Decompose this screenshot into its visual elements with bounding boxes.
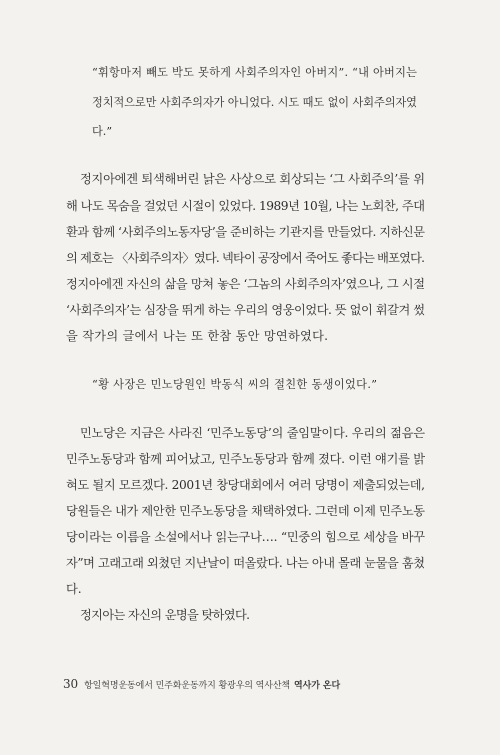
paragraph-2-line-1: 민노당은 지금은 사라진 ‘민주노동당’의 줄임말이다. 우리의 젊음은 [80, 426, 425, 440]
page-number: 30 [63, 677, 79, 691]
paragraph-2-line-4: 당원들은 내가 제안한 민주노동당을 채택하였다. 그런데 이제 민주노동 [66, 504, 425, 518]
quote-1-line-2: 정치적으로만 사회주의자가 아니었다. 시도 때도 없이 사회주의자였 [92, 96, 417, 109]
quote-2-line-1: “황 사장은 민노당원인 박동식 씨의 절친한 동생이었다.” [92, 378, 377, 391]
paragraph-2-line-7: 다. [66, 582, 82, 596]
page-footer [63, 677, 340, 691]
paragraph-3-line-1: 정지아는 자신의 운명을 탓하였다. [80, 608, 250, 622]
paragraph-1-line-1: 정지아에겐 퇴색해버린 낡은 사상으로 회상되는 ‘그 사회주의’를 위 [80, 172, 425, 186]
quote-1-line-3: 다.” [92, 125, 113, 138]
paragraph-1-line-6: ‘사회주의자’는 심장을 뛰게 하는 우리의 영웅이었다. 뜻 없이 휘갈겨 썼 [66, 303, 425, 317]
running-head: 항일혁명운동에서 민주화운동까지 황광우의 역사산책 [84, 681, 291, 691]
paragraph-2-line-2: 민주노동당과 함께 피어났고, 민주노동당과 함께 졌다. 이런 얘기를 밝 [66, 452, 425, 466]
paragraph-2-line-3: 혀도 될지 모르겠다. 2001년 창당대회에서 여러 당명이 제출되었는데, [66, 478, 425, 492]
paragraph-1-line-5: 정지아에겐 자신의 삶을 망쳐 놓은 ‘그놈의 사회주의자’였으나, 그 시절 [66, 277, 425, 291]
paragraph-2-line-5: 당이라는 이름을 소설에서나 읽는구나…. “민중의 힘으로 세상을 바꾸 [66, 530, 425, 544]
quote-1-line-1: “휘항마저 빼도 박도 못하게 사회주의자인 아버지”. “내 아버지는 [92, 66, 417, 79]
paragraph-1-line-3: 환과 함께 ‘사회주의노동자당’을 준비하는 기관지를 만들었다. 지하신문 [66, 225, 425, 239]
book-title: 역사가 온다 [294, 681, 341, 691]
paragraph-1-line-4: 의 제호는 〈사회주의자〉였다. 넥타이 공장에서 죽어도 좋다는 배포였다. [66, 251, 425, 265]
paragraph-1-line-7: 을 작가의 글에서 나는 또 한참 동안 망연하였다. [66, 329, 328, 343]
paragraph-2-line-6: 자”며 고래고래 외쳤던 지난날이 떠올랐다. 나는 아내 몰래 눈물을 훔쳤 [66, 556, 425, 570]
paragraph-1-line-2: 해 나도 목숨을 걸었던 시절이 있었다. 1989년 10월, 나는 노회찬, 주대 [66, 199, 425, 213]
